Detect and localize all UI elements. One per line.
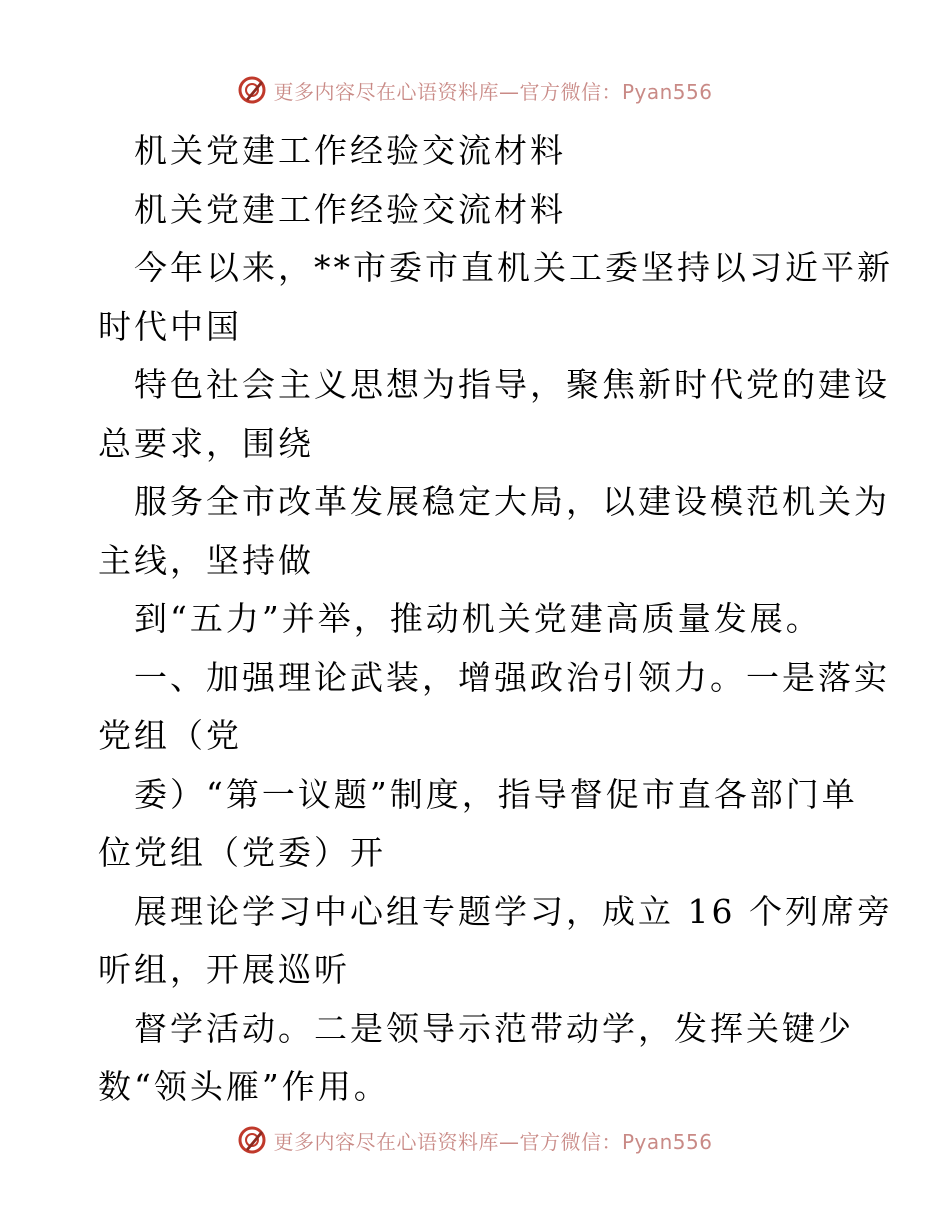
document-line: 机关党建工作经验交流材料: [134, 189, 566, 229]
document-line: 总要求，围绕: [98, 423, 314, 463]
document-line: 位党组（党委）开: [98, 833, 386, 872]
header-banner-text: 更多内容尽在心语资料库—官方微信：Pyan556: [273, 79, 713, 104]
red-circle-pen-logo-icon: [237, 1125, 267, 1155]
red-circle-pen-logo-icon: [237, 75, 267, 105]
document-line: 数“领头雁”作用。: [98, 1067, 390, 1106]
document-line: 时代中国: [98, 306, 242, 346]
header-banner: [0, 70, 950, 110]
document-line: 服务全市改革发展稳定大局，以建设模范机关为: [134, 482, 890, 521]
document-line: 党组（党: [98, 716, 242, 755]
document-title: 机关党建工作经验交流材料: [134, 131, 566, 170]
document-line: 督学活动。二是领导示范带动学，发挥关键少: [134, 1008, 854, 1048]
document-line: 今年以来，**市委市直机关工委坚持以习近平新: [134, 248, 893, 287]
document-line: 一、加强理论武装，增强政治引领力。一是落实: [134, 657, 890, 697]
footer-banner: [0, 1120, 950, 1160]
document-body: [98, 122, 893, 1117]
document-line: 委）“第一议题”制度，指导督促市直各部门单: [134, 774, 858, 814]
document-line: 到“五力”并举，推动机关党建高质量发展。: [134, 599, 822, 638]
document-line: 听组，开展巡听: [98, 950, 350, 989]
document-line: 特色社会主义思想为指导，聚焦新时代党的建设: [134, 365, 890, 404]
footer-banner-text: 更多内容尽在心语资料库—官方微信：Pyan556: [273, 1129, 713, 1154]
document-line: 主线，坚持做: [98, 540, 314, 580]
document-line: 展理论学习中心组专题学习，成立 16 个列席旁: [134, 891, 893, 931]
